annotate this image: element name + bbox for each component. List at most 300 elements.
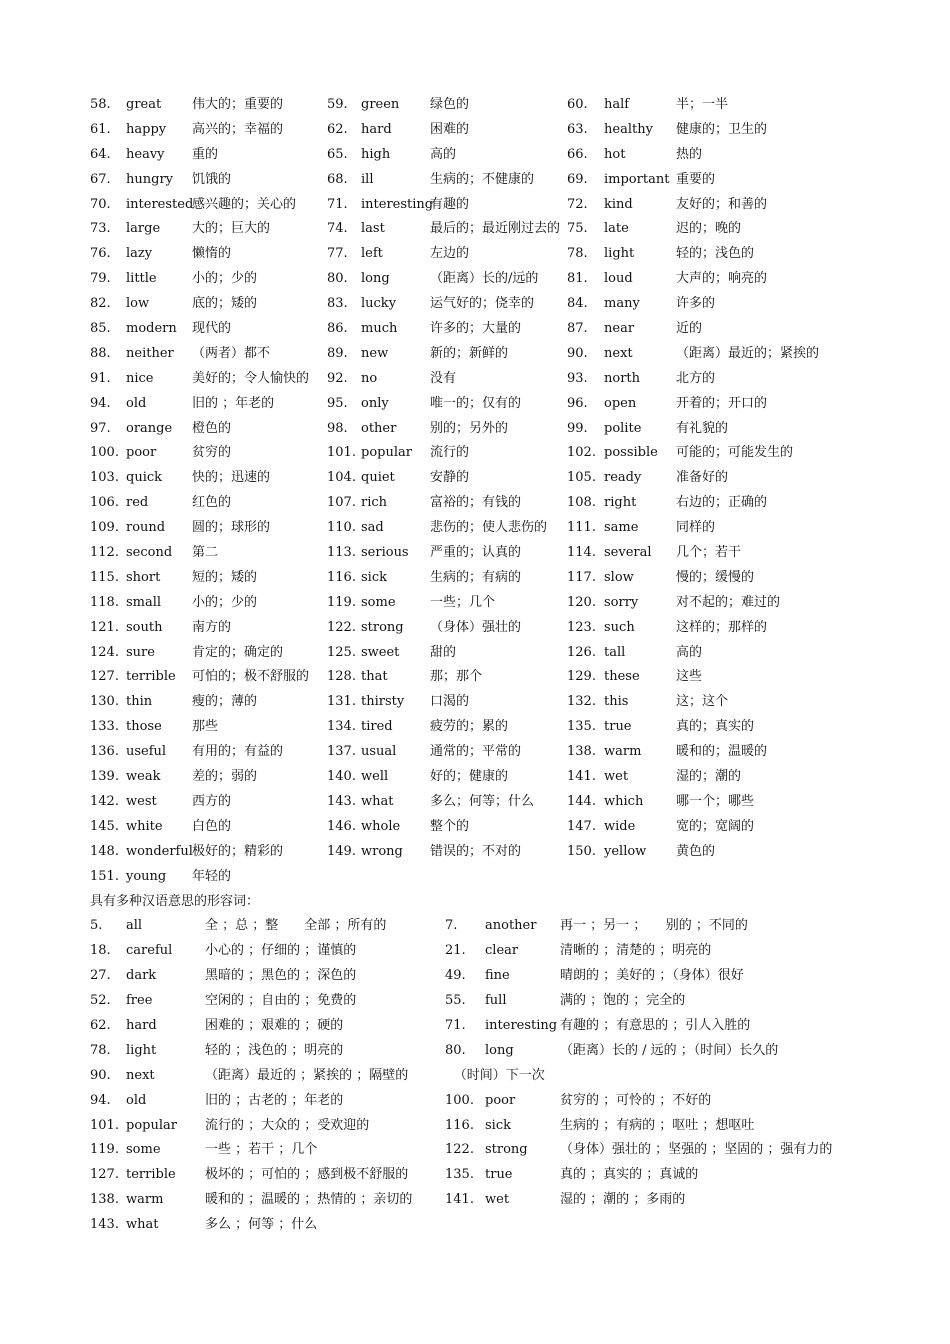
entry-number: 109. [90,520,119,536]
entry-word: half [604,97,630,112]
entry-number: 21. [445,943,466,959]
entry-meaning: 一些 ；若干 ；几个 [205,1142,318,1158]
entry-word: quick [126,470,163,486]
entry-meaning: 流行的 [430,445,470,461]
entry-number: 125. [327,644,356,660]
entry-meaning: 准备好的 [676,470,729,486]
entry-word: some [126,1142,161,1158]
multi-meaning-row [90,1089,870,1114]
entry-meaning: 健康的；卫生的 [676,121,768,137]
entry-meaning: （距离）长的/远的 [430,271,539,287]
entry-word: same [604,520,639,536]
entry-number: 81. [567,271,588,287]
entry-number: 88. [90,345,111,361]
entry-meaning: 这；这个 [676,694,729,710]
entry-word: many [604,296,640,312]
entry-word: another [485,918,537,934]
entry-word: wonderful [126,843,193,859]
entry-meaning: 南方的 [192,619,232,635]
entry-number: 49. [445,968,466,984]
entry-meaning: 困难的 [430,121,470,137]
entry-word: left [361,246,383,262]
entry-word: young [126,868,167,884]
entry-word: next [604,345,633,361]
entry-meaning: 贫穷的 ；可怜的 ；不好的 [560,1092,712,1108]
entry-meaning: 重要的 [676,171,716,187]
entry-meaning: 困难的 ；艰难的 ；硬的 [205,1017,344,1033]
entry-meaning: 晴朗的 ；美好的 ；（身体）很好 [560,968,744,984]
entry-number: 91. [90,370,111,386]
entry-meaning: 湿的 ；潮的 ；多雨的 [560,1192,686,1208]
entry-word: poor [126,445,157,461]
vocab-row [90,118,870,143]
entry-word: heavy [126,146,165,162]
entry-meaning: 没有 [430,370,457,386]
entry-meaning: 再一 ；另一 ； 别的 ；不同的 [560,918,748,934]
entry-word: wet [485,1192,510,1208]
entry-meaning: 口渴的 [430,694,470,710]
entry-number: 133. [90,719,119,735]
entry-word: weak [126,769,161,785]
entry-meaning: 多么；何等；什么 [430,793,535,809]
entry-word: what [126,1217,159,1233]
entry-meaning: 瘦的；薄的 [192,694,258,710]
entry-number: 69. [567,171,588,187]
entry-word: all [126,918,143,934]
entry-number: 140. [327,769,356,785]
entry-number: 70. [90,196,111,212]
entry-meaning: 友好的；和善的 [676,196,768,212]
entry-number: 94. [90,395,111,411]
entry-word: south [126,619,163,635]
multi-meaning-row [90,1014,870,1039]
entry-meaning: （距离）最近的 ；紧挨的 ；隔壁的 （时间）下一次 [205,1067,545,1083]
entry-number: 137. [327,744,356,760]
entry-word: sad [361,520,384,536]
entry-number: 102. [567,445,596,461]
entry-meaning: 清晰的 ；清楚的 ；明亮的 [560,943,712,959]
entry-meaning: 极坏的 ；可怕的 ；感到极不舒服的 [205,1167,409,1183]
entry-meaning: 多么 ；何等 ；什么 [205,1217,318,1233]
multi-meaning-row [90,964,870,989]
multi-meaning-row [90,1039,870,1064]
vocab-row [90,193,870,218]
entry-word: whole [361,818,401,834]
entry-number: 139. [90,769,119,785]
entry-number: 27. [90,968,111,984]
entry-word: popular [126,1117,177,1133]
vocab-row [90,641,870,666]
entry-number: 148. [90,843,119,859]
entry-meaning: 有趣的 [430,196,470,212]
entry-word: such [604,619,635,635]
entry-meaning: 开着的；开口的 [676,395,768,411]
entry-word: quiet [361,470,395,486]
entry-number: 121. [90,619,119,635]
entry-word: full [485,993,507,1009]
entry-number: 100. [445,1092,474,1108]
entry-word: wet [604,769,629,785]
entry-meaning: 白色的 [192,818,232,834]
entry-word: west [126,793,157,809]
vocab-row [90,765,870,790]
vocab-row [90,217,870,242]
entry-number: 123. [567,619,596,635]
entry-meaning: 大声的；响亮的 [676,271,768,287]
entry-word: popular [361,445,412,461]
entry-meaning: 一些；几个 [430,594,496,610]
entry-word: strong [361,619,404,635]
vocab-row [90,740,870,765]
vocab-row [90,665,870,690]
entry-word: thirsty [361,694,405,710]
entry-number: 84. [567,296,588,312]
vocab-row [90,591,870,616]
entry-word: small [126,594,162,610]
vocab-row [90,790,870,815]
entry-word: late [604,221,629,237]
entry-word: sure [126,644,155,660]
entry-word: thin [126,694,153,710]
entry-word: high [361,146,391,162]
entry-word: nice [126,370,154,386]
entry-number: 59. [327,97,348,112]
entry-number: 72. [567,196,588,212]
multi-meaning-row [90,1138,870,1163]
entry-meaning: 重的 [192,146,219,162]
entry-number: 74. [327,221,348,237]
entry-number: 119. [327,594,356,610]
entry-meaning: 饥饿的 [192,171,232,187]
entry-number: 90. [90,1067,111,1083]
entry-meaning: 疲劳的；累的 [430,719,509,735]
entry-number: 151. [90,868,119,884]
entry-meaning: 红色的 [192,495,232,511]
entry-number: 75. [567,221,588,237]
entry-number: 80. [327,271,348,287]
entry-meaning: 轻的；浅色的 [676,246,755,262]
entry-word: polite [604,420,642,436]
entry-word: fine [485,968,510,984]
entry-number: 131. [327,694,356,710]
entry-word: next [126,1067,155,1083]
entry-word: terrible [126,669,176,685]
entry-meaning: （距离）最近的；紧挨的 [676,345,820,361]
entry-meaning: 通常的；平常的 [430,744,522,760]
entry-meaning: 暖和的；温暖的 [676,744,768,760]
entry-meaning: 底的；矮的 [192,296,258,312]
entry-meaning: 西方的 [192,793,232,809]
entry-number: 113. [327,545,356,561]
entry-word: possible [604,445,658,461]
entry-meaning: 悲伤的；使人悲伤的 [430,520,548,536]
entry-meaning: 大的；巨大的 [192,221,271,237]
entry-meaning: 宽的；宽阔的 [676,818,755,834]
entry-word: wrong [361,843,403,859]
entry-meaning: 满的 ；饱的 ；完全的 [560,993,686,1009]
entry-number: 77. [327,246,348,262]
vocab-row [90,715,870,740]
section-heading: 具有多种汉语意思的形容词： [90,893,260,909]
entry-number: 62. [90,1017,111,1033]
entry-word: only [361,395,389,411]
entry-meaning: （两者）都不 [192,345,271,361]
vocab-row [90,815,870,840]
entry-number: 143. [90,1217,119,1233]
entry-word: orange [126,420,173,436]
entry-word: ready [604,470,642,486]
entry-meaning: 生病的；不健康的 [430,171,535,187]
entry-word: hard [126,1017,157,1033]
entry-word: light [604,246,635,262]
entry-word: what [361,793,394,809]
entry-number: 99. [567,420,588,436]
entry-word: happy [126,121,167,137]
entry-meaning: 富裕的；有钱的 [430,495,522,511]
entry-word: interesting [361,196,434,212]
entry-word: lazy [126,246,153,262]
entry-meaning: 肯定的；确定的 [192,644,284,660]
multi-meaning-row [90,1163,870,1188]
entry-word: hungry [126,171,173,187]
entry-word: slow [604,569,634,585]
entry-word: great [126,97,162,112]
entry-meaning: 真的；真实的 [676,719,755,735]
entry-meaning: 安静的 [430,470,470,486]
multi-meaning-row [90,1213,870,1238]
entry-meaning: 高的 [676,644,703,660]
vocab-row [90,317,870,342]
entry-word: terrible [126,1167,176,1183]
entry-meaning: 许多的；大量的 [430,321,522,337]
entry-meaning: 年轻的 [192,868,232,884]
entry-number: 66. [567,146,588,162]
entry-meaning: 哪一个；哪些 [676,793,755,809]
adjective-table [90,93,870,890]
vocab-row [90,566,870,591]
entry-number: 18. [90,943,111,959]
entry-number: 115. [90,569,119,585]
entry-number: 97. [90,420,111,436]
entry-word: that [361,669,388,685]
entry-meaning: 北方的 [676,370,716,386]
entry-word: round [126,520,166,536]
entry-word: last [361,221,385,237]
entry-number: 67. [90,171,111,187]
entry-meaning: 错误的；不对的 [430,843,522,859]
entry-word: sorry [604,594,639,610]
entry-number: 71. [327,196,348,212]
entry-meaning: 生病的 ；有病的 ；呕吐 ；想呕吐 [560,1117,755,1133]
entry-number: 103. [90,470,119,486]
entry-meaning: 圆的；球形的 [192,520,271,536]
entry-meaning: 有趣的 ；有意思的 ；引人入胜的 [560,1017,751,1033]
entry-meaning: 热的 [676,146,703,162]
entry-word: old [126,1092,147,1108]
entry-meaning: 那；那个 [430,669,483,685]
vocab-row [90,292,870,317]
entry-number: 127. [90,1167,119,1183]
entry-word: hot [604,146,626,162]
entry-number: 124. [90,644,119,660]
vocab-row [90,168,870,193]
entry-meaning: 有用的；有益的 [192,744,284,760]
entry-number: 118. [90,594,119,610]
entry-word: lucky [361,296,397,312]
vocab-row [90,417,870,442]
entry-number: 138. [90,1192,119,1208]
entry-meaning: 好的；健康的 [430,769,509,785]
entry-number: 127. [90,669,119,685]
entry-number: 110. [327,520,356,536]
entry-meaning: 运气好的；侥幸的 [430,296,535,312]
entry-number: 60. [567,97,588,112]
entry-word: dark [126,968,157,984]
entry-word: clear [485,943,519,959]
entry-number: 61. [90,121,111,137]
entry-meaning: 最后的；最近刚过去的 [430,221,561,237]
entry-number: 122. [327,619,356,635]
entry-number: 135. [445,1167,474,1183]
entry-number: 52. [90,993,111,1009]
entry-word: true [604,719,632,735]
entry-number: 143. [327,793,356,809]
entry-number: 78. [90,1042,111,1058]
entry-word: strong [485,1142,528,1158]
entry-number: 107. [327,495,356,511]
entry-word: these [604,669,640,685]
entry-meaning: 真的 ；真实的 ；真诚的 [560,1167,699,1183]
entry-number: 119. [90,1142,119,1158]
entry-meaning: 整个的 [430,818,470,834]
multi-meaning-table [90,914,870,1238]
entry-word: large [126,221,161,237]
entry-word: well [361,769,389,785]
entry-number: 150. [567,843,596,859]
entry-word: much [361,321,398,337]
entry-word: modern [126,321,177,337]
entry-number: 146. [327,818,356,834]
entry-word: important [604,171,670,187]
entry-word: old [126,395,147,411]
entry-meaning: 全 ；总 ；整 全部 ；所有的 [205,918,387,934]
entry-word: neither [126,345,174,361]
entry-number: 98. [327,420,348,436]
entry-number: 68. [327,171,348,187]
entry-number: 147. [567,818,596,834]
entry-meaning: 贫穷的 [192,445,232,461]
entry-meaning: 高兴的；幸福的 [192,121,284,137]
entry-number: 120. [567,594,596,610]
multi-meaning-row [90,939,870,964]
entry-word: warm [126,1192,164,1208]
entry-number: 130. [90,694,119,710]
entry-meaning: 新的；新鲜的 [430,345,509,361]
entry-meaning: 几个；若干 [676,545,742,561]
vocab-row [90,267,870,292]
entry-number: 79. [90,271,111,287]
entry-meaning: 懒惰的 [192,246,232,262]
entry-number: 145. [90,818,119,834]
entry-word: sick [485,1117,511,1133]
entry-word: free [126,993,153,1009]
entry-meaning: 美好的；令人愉快的 [192,370,310,386]
entry-meaning: 严重的；认真的 [430,545,522,561]
entry-meaning: 唯一的；仅有的 [430,395,522,411]
entry-word: rich [361,495,388,511]
entry-number: 135. [567,719,596,735]
entry-word: interested [126,196,194,212]
entry-number: 55. [445,993,466,1009]
entry-meaning: 湿的；潮的 [676,769,742,785]
entry-number: 58. [90,97,111,112]
entry-meaning: 右边的；正确的 [676,495,768,511]
vocab-row [90,392,870,417]
entry-meaning: 甜的 [430,644,457,660]
entry-word: tall [604,644,626,660]
entry-number: 104. [327,470,356,486]
entry-meaning: 小的；少的 [192,271,258,287]
entry-meaning: 橙色的 [192,420,232,436]
entry-word: yellow [604,843,647,859]
entry-word: light [126,1042,157,1058]
entry-meaning: 旧的 ；古老的 ；年老的 [205,1092,344,1108]
vocab-row [90,840,870,865]
vocab-row [90,466,870,491]
entry-word: those [126,719,162,735]
vocab-row [90,441,870,466]
entry-meaning: 黑暗的 ；黑色的 ；深色的 [205,968,357,984]
entry-word: serious [361,545,409,561]
entry-word: second [126,545,173,561]
entry-word: right [604,495,637,511]
entry-meaning: 有礼貌的 [676,420,729,436]
entry-number: 5. [90,918,103,934]
entry-meaning: 许多的 [676,296,716,312]
multi-meaning-row [90,914,870,939]
entry-word: some [361,594,396,610]
entry-number: 96. [567,395,588,411]
entry-number: 101. [90,1117,119,1133]
vocab-row [90,616,870,641]
entry-word: kind [604,196,633,212]
entry-word: healthy [604,121,653,137]
entry-number: 65. [327,146,348,162]
multi-meaning-row [90,1188,870,1213]
entry-word: interesting [485,1017,558,1033]
entry-number: 7. [445,918,458,934]
entry-meaning: 极好的；精彩的 [192,843,284,859]
vocab-row [90,367,870,392]
entry-number: 138. [567,744,596,760]
entry-number: 111. [567,520,596,536]
entry-word: useful [126,744,167,760]
multi-meaning-row [90,1114,870,1139]
entry-meaning: 差的；弱的 [192,769,258,785]
entry-number: 128. [327,669,356,685]
entry-number: 117. [567,569,596,585]
entry-word: usual [361,744,397,760]
entry-number: 89. [327,345,348,361]
entry-meaning: 感兴趣的；关心的 [192,196,297,212]
entry-meaning: 生病的；有病的 [430,569,522,585]
entry-word: wide [604,818,636,834]
entry-word: other [361,420,397,436]
entry-word: near [604,321,635,337]
entry-number: 101. [327,445,356,461]
entry-number: 82. [90,296,111,312]
entry-number: 116. [445,1117,474,1133]
